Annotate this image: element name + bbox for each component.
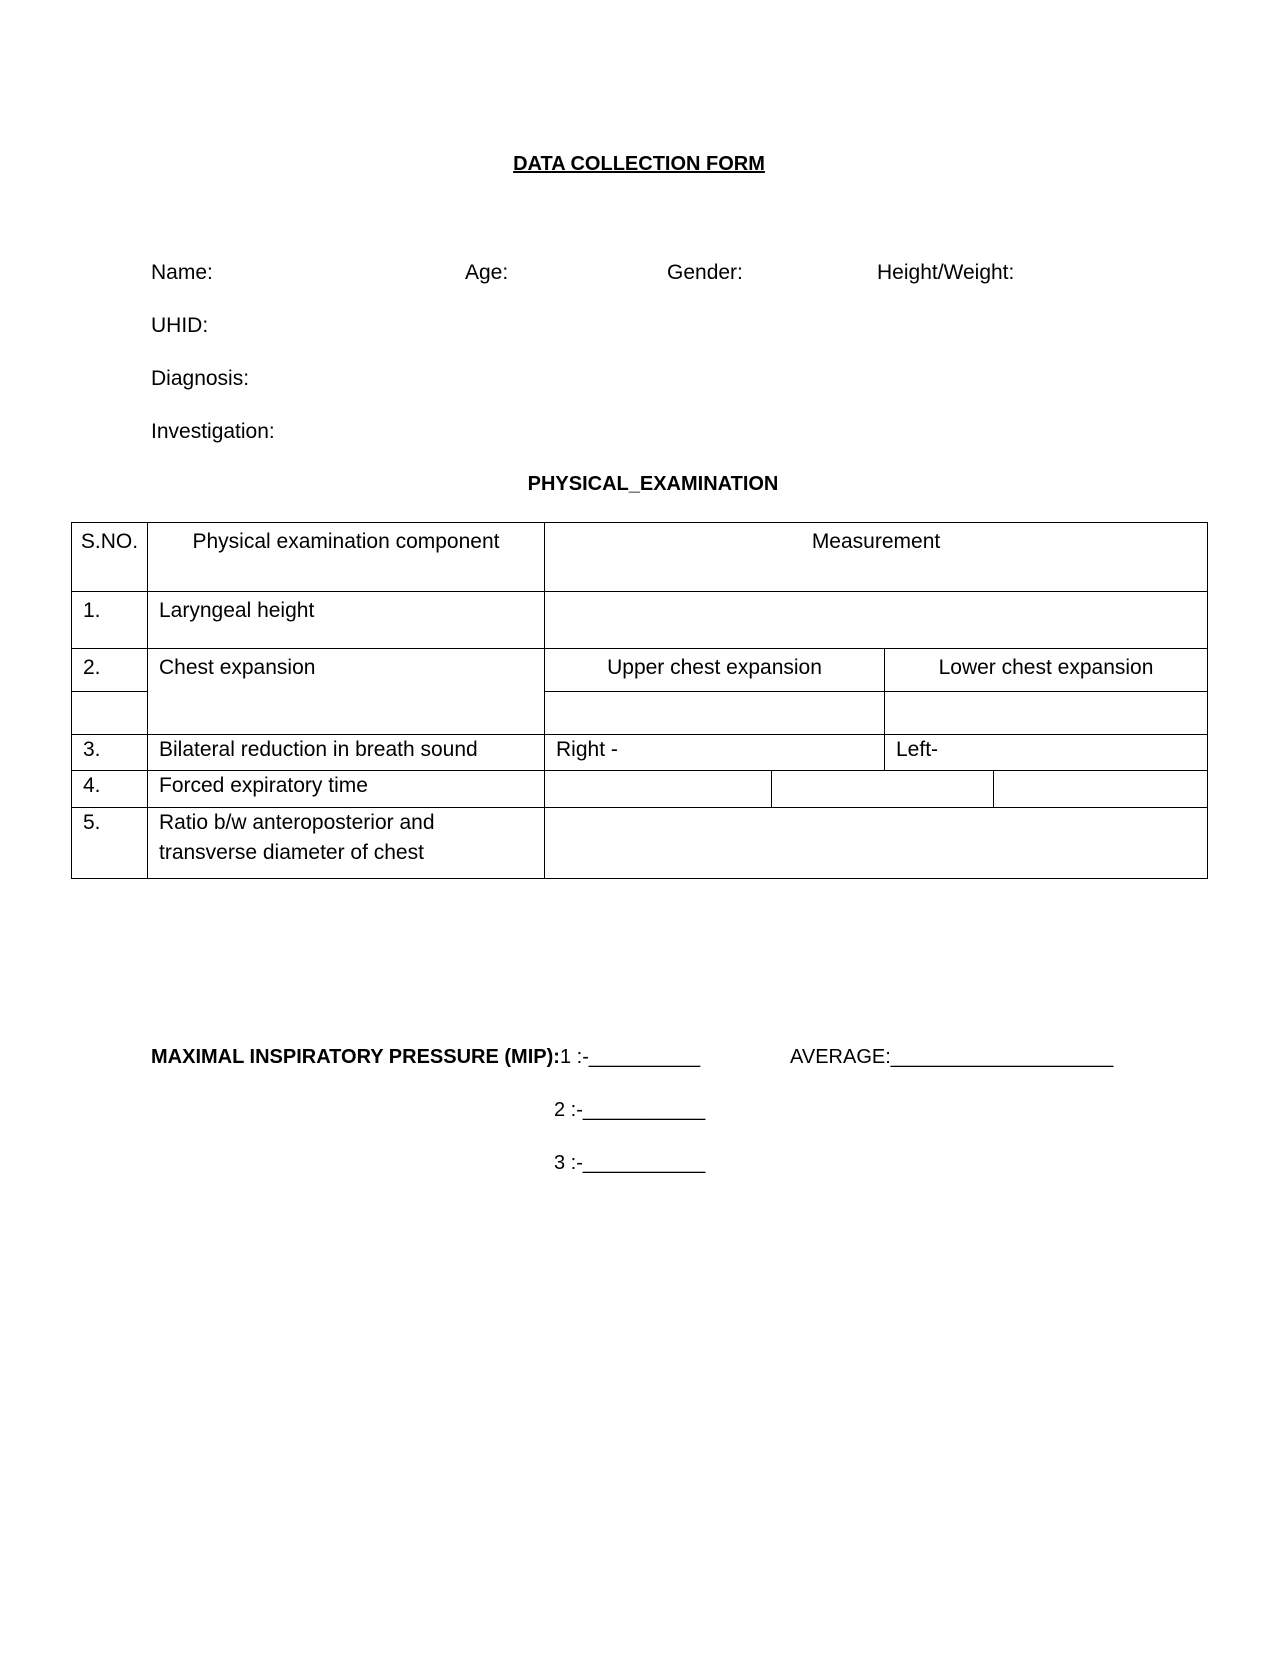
lower-chest-expansion-value[interactable]: [885, 692, 1208, 735]
upper-chest-expansion-header: Upper chest expansion: [545, 649, 885, 692]
row-2-sno: 2.: [72, 649, 148, 692]
table-header-row: [72, 523, 1208, 592]
row-5-component: [148, 808, 545, 879]
row-5-component-line-1: Ratio b/w anteroposterior and: [159, 811, 435, 834]
table-row: [72, 735, 1208, 771]
height-weight-label: Height/Weight:: [877, 261, 1015, 284]
diagnosis-label: Diagnosis:: [151, 367, 250, 390]
table-row: [72, 771, 1208, 808]
row-3-component: Bilateral reduction in breath sound: [148, 735, 545, 771]
mip-average[interactable]: AVERAGE:____________________: [790, 1046, 1114, 1068]
mip-trial-2[interactable]: 2 :-___________: [554, 1099, 706, 1121]
section-title: PHYSICAL_EXAMINATION: [527, 473, 779, 495]
mip-trial-1[interactable]: 1 :-__________: [560, 1046, 701, 1068]
left-breath-sound-cell[interactable]: Left-: [885, 735, 1208, 771]
table-row: [72, 808, 1208, 879]
age-label: Age:: [465, 261, 509, 284]
right-breath-sound-cell[interactable]: Right -: [545, 735, 885, 771]
row-5-sno: 5.: [72, 808, 148, 879]
fet-trial-2-cell[interactable]: [772, 771, 994, 808]
row-2-sno-empty: [72, 692, 148, 735]
row-1-sno: 1.: [72, 592, 148, 649]
row-4-component: Forced expiratory time: [148, 771, 545, 808]
mip-trial-3[interactable]: 3 :-___________: [554, 1152, 706, 1174]
gender-label: Gender:: [667, 261, 743, 284]
fet-trial-1-cell[interactable]: [545, 771, 772, 808]
fet-trial-3-cell[interactable]: [994, 771, 1208, 808]
row-5-measurement-cell[interactable]: [545, 808, 1208, 879]
upper-chest-expansion-value[interactable]: [545, 692, 885, 735]
row-2-component: Chest expansion: [148, 649, 545, 735]
row-1-measurement-cell[interactable]: [545, 592, 1208, 649]
row-4-sno: 4.: [72, 771, 148, 808]
row-3-sno: 3.: [72, 735, 148, 771]
table-row: [72, 649, 1208, 692]
lower-chest-expansion-header: Lower chest expansion: [885, 649, 1208, 692]
header-sno: S.NO.: [72, 523, 148, 592]
form-title: DATA COLLECTION FORM: [513, 153, 765, 175]
uhid-label: UHID:: [151, 314, 209, 337]
header-component: Physical examination component: [148, 523, 545, 592]
physical-examination-table: [71, 522, 1208, 879]
header-measurement: Measurement: [545, 523, 1208, 592]
investigation-label: Investigation:: [151, 420, 275, 443]
row-1-component: Laryngeal height: [148, 592, 545, 649]
name-label: Name:: [151, 261, 213, 284]
mip-label: MAXIMAL INSPIRATORY PRESSURE (MIP):: [151, 1046, 560, 1068]
table-row: [72, 592, 1208, 649]
row-5-component-line-2: transverse diameter of chest: [159, 841, 424, 864]
